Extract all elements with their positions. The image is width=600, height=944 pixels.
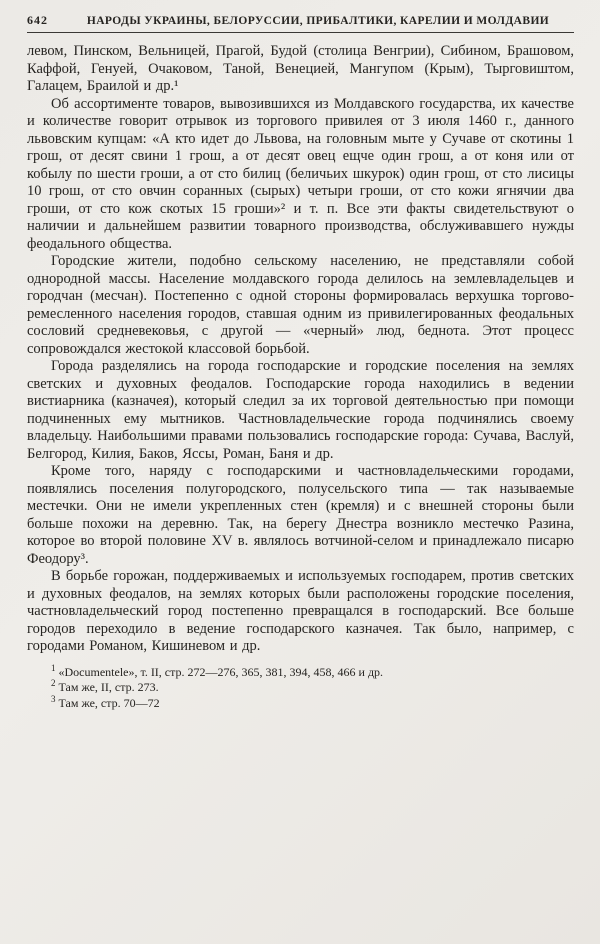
paragraph-2: Об ассортименте товаров, вывозившихся из Молдавского государства, их качестве и количестве говорит отрывок из торгового привилея от 3 июля 1460 г., данного львовским купцам: «А кто идет до Львова, на головным мыте у Сучаве от скотины 1 грош, от десят свини 1 грош, а от десят овец ещче один грош, а от коня или от кобылу по шести гроши, а от сто билиц (беличьих шкурок) один грош, от сто лисицы 10 грош, от сто овчин соранных (сырых) четыри гроши, от сто кожи ягнячии два гроши, от сто кож скотых 15 гроши»² и т. п. Все эти факты свидетельствуют о наличии и дальнейшем развитии товарного производства, обслуживавшего нужды феодального общества. (27, 95, 574, 252)
footnote-text-1: «Documentele», т. II, стр. 272—276, 365, 381, 394, 458, 466 и др. (58, 664, 384, 679)
paragraph-1: левом, Пинском, Вельницей, Прагой, Будой (столица Венгрии), Сибином, Брашовом, Каффой, Генуей, Очаковом, Таной, Венецией, Мангупом (Крым), Тырговиштом, Галацем, Браилой и др.¹ (27, 43, 574, 94)
paragraph-3: Городские жители, подобно сельскому населению, не представляли собой однородной массы. Население молдавского города делилось на землевладельцев и городчан (месчан). Постепенно с одной стороны формировалась верхушка торгово-ремесленного населения городов, ставшая одним из привилегированных феодальных сословий средневековья, с другой — «черный» люд, беднота. Этот процесс сопровождался жестокой классовой борьбой. (27, 253, 574, 357)
paragraph-4: Города разделялись на города господарские и городские поселения на землях светских и духовных феодалов. Господарские города находились в ведении вистиарника (казначея), который следил за их торговой деятельностью при помощи подчиненных ему мытников. Частновладельческие города подчинялись своему владельцу. Наибольшими правами пользовались господарские города: Сучава, Васлуй, Белгород, Килия, Баков, Яссы, Роман, Баня и др. (27, 358, 574, 462)
footnote-2 (27, 680, 574, 696)
page-body (27, 43, 574, 656)
footnote-marker-3: 3 (51, 693, 56, 704)
header-rule (27, 32, 574, 33)
page-header (27, 13, 574, 32)
footnote-text-2: Там же, II, стр. 273. (58, 680, 159, 694)
running-title: НАРОДЫ УКРАИНЫ, БЕЛОРУССИИ, ПРИБАЛТИКИ, КАРЕЛИИ И МОЛДАВИИ (86, 15, 550, 27)
footnote-1 (27, 662, 574, 681)
page-number: 642 (27, 13, 48, 27)
footnote-3 (27, 693, 574, 712)
paragraph-6: В борьбе горожан, поддерживаемых и используемых господарем, против светских и духовных феодалов, на землях которых были расположены городские поселения, частновладельческий город постепенно превращался в господарский. Все больше городов переходило в ведение господарского казначея. Так было, например, с городами Романом, Кишиневом и др. (27, 568, 574, 654)
paragraph-5: Кроме того, наряду с господарскими и частновладельческими городами, появлялись поселения полугородского, полусельского типа — так называемые местечки. Они не имели укрепленных стен (кремля) и с внешней стороны были больше похожи на деревню. Так, на берегу Днестра возникло местечко Разина, которое во второй половине XV в. являлось вотчиной-селом и принадлежало писарю Феодору³. (27, 463, 574, 567)
footnote-marker-2: 2 (51, 678, 56, 688)
footnote-text-3: Там же, стр. 70—72 (58, 695, 160, 710)
footnote-marker-1: 1 (51, 662, 56, 673)
footnotes (27, 662, 574, 712)
